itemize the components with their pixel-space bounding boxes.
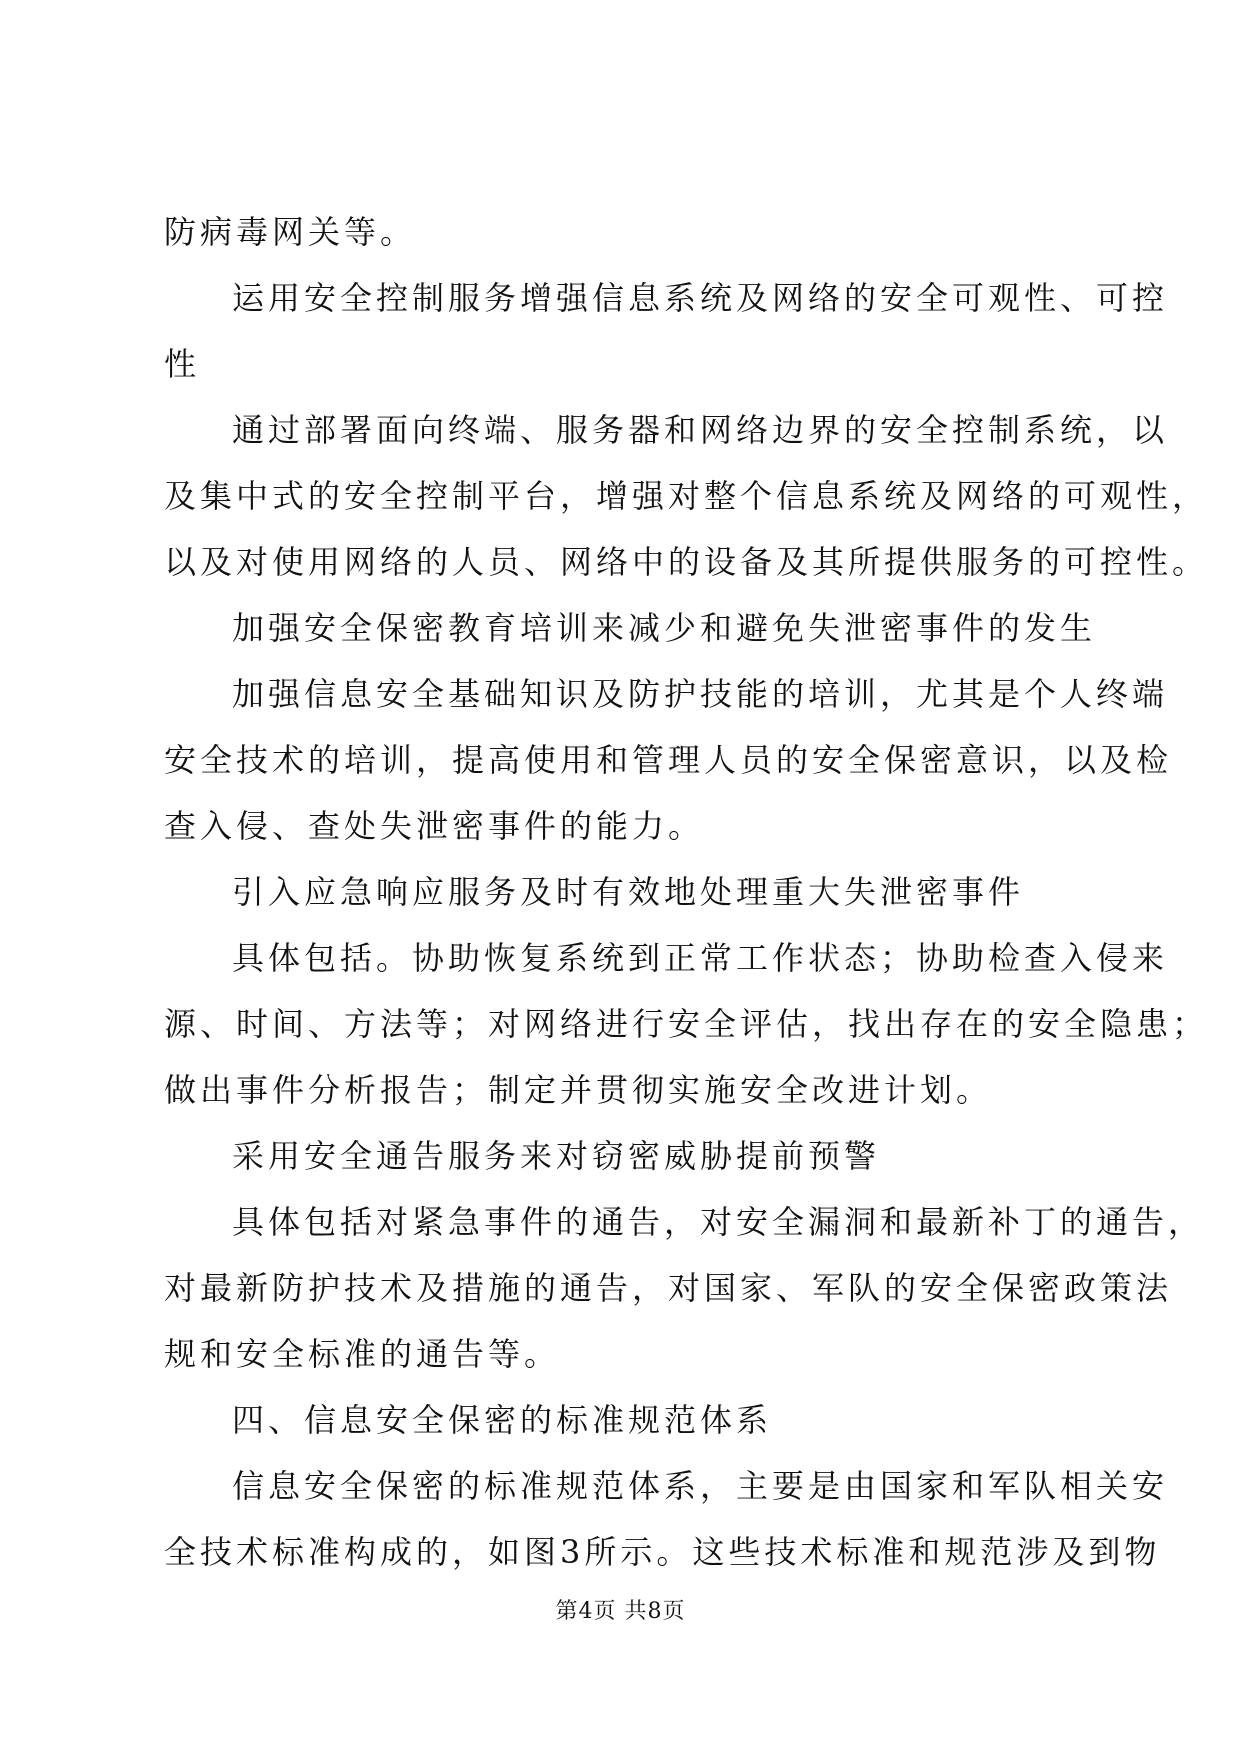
text-line: 具体包括对紧急事件的通告，对安全漏洞和最新补丁的通告， (232, 1203, 1205, 1241)
text-line: 全技术标准构成的，如图3所示。这些技术标准和规范涉及到物 (164, 1533, 1161, 1571)
section-heading: 加强安全保密教育培训来减少和避免失泄密事件的发生 (232, 609, 1097, 647)
text-line: 源、时间、方法等；对网络进行安全评估，找出存在的安全隐患； (164, 1005, 1209, 1043)
document-body (164, 208, 1209, 1594)
text-line: 规和安全标准的通告等。 (164, 1335, 561, 1373)
section-heading: 引入应急响应服务及时有效地处理重大失泄密事件 (232, 873, 1025, 911)
text-line: 查入侵、查处失泄密事件的能力。 (164, 807, 705, 845)
section-heading: 四、信息安全保密的标准规范体系 (232, 1401, 773, 1439)
text-line: 信息安全保密的标准规范体系，主要是由国家和军队相关安 (232, 1467, 1169, 1505)
text-line: 及集中式的安全控制平台，增强对整个信息系统及网络的可观性， (164, 477, 1209, 515)
text-line: 通过部署面向终端、服务器和网络边界的安全控制系统，以 (232, 411, 1169, 449)
text-line: 安全技术的培训，提高使用和管理人员的安全保密意识，以及检 (164, 741, 1173, 779)
section-heading: 采用安全通告服务来对窃密威胁提前预警 (232, 1137, 881, 1175)
text-line: 具体包括。协助恢复系统到正常工作状态；协助检查入侵来 (232, 939, 1169, 977)
text-line: 对最新防护技术及措施的通告，对国家、军队的安全保密政策法 (164, 1269, 1173, 1307)
text-line: 以及对使用网络的人员、网络中的设备及其所提供服务的可控性。 (164, 543, 1209, 581)
text-line: 运用安全控制服务增强信息系统及网络的安全可观性、可控 (232, 279, 1169, 317)
page-number-footer: 第4页 共8页 (555, 1599, 686, 1624)
text-line: 性 (164, 345, 201, 383)
text-line: 防病毒网关等。 (164, 213, 417, 251)
text-line: 加强信息安全基础知识及防护技能的培训，尤其是个人终端 (232, 675, 1169, 713)
text-line: 做出事件分析报告；制定并贯彻实施安全改进计划。 (164, 1071, 993, 1109)
